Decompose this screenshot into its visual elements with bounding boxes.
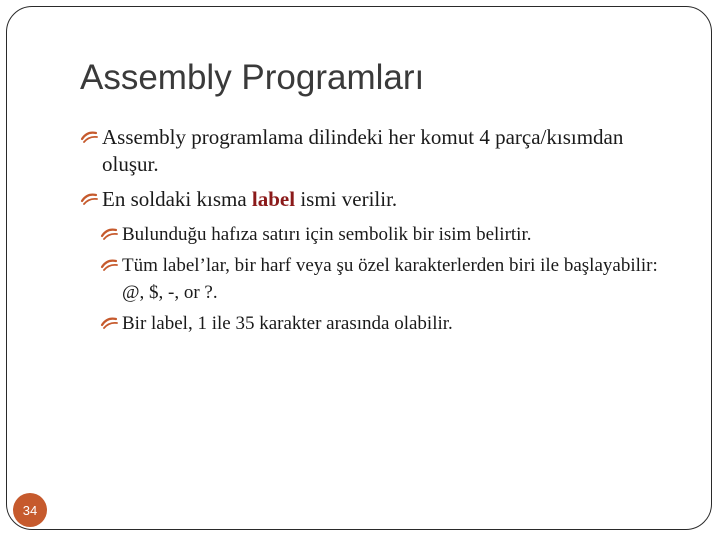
slide-content (80, 124, 680, 341)
sub-bullet-item (100, 310, 680, 337)
slide-title: Assembly Programları (80, 58, 425, 97)
bullet-icon (100, 314, 120, 332)
bullet-item (80, 124, 680, 178)
bullet-text: Bir label, 1 ile 35 karakter arasında olabilir. (122, 313, 453, 334)
page-number-badge: 34 (13, 493, 47, 527)
bullet-icon (80, 190, 100, 208)
bullet-icon (80, 128, 100, 146)
bullet-text-after: ismi verilir. (295, 187, 398, 211)
bullet-text: Tüm label’lar, bir harf veya şu özel karakterlerden biri ile başlayabilir: @, $, -, or ?. (122, 255, 658, 303)
bullet-item (80, 186, 680, 213)
bullet-text: Assembly programlama dilindeki her komut 4 parça/kısımdan oluşur. (102, 125, 624, 176)
highlight-term: label (251, 187, 296, 211)
bullet-text: Bulunduğu hafıza satırı için sembolik bir isim belirtir. (122, 224, 532, 245)
bullet-text-before: En soldaki kısma (102, 187, 252, 211)
bullet-icon (100, 225, 120, 243)
sub-bullet-item (100, 252, 680, 306)
bullet-icon (100, 256, 120, 274)
sub-bullet-item (100, 221, 680, 248)
